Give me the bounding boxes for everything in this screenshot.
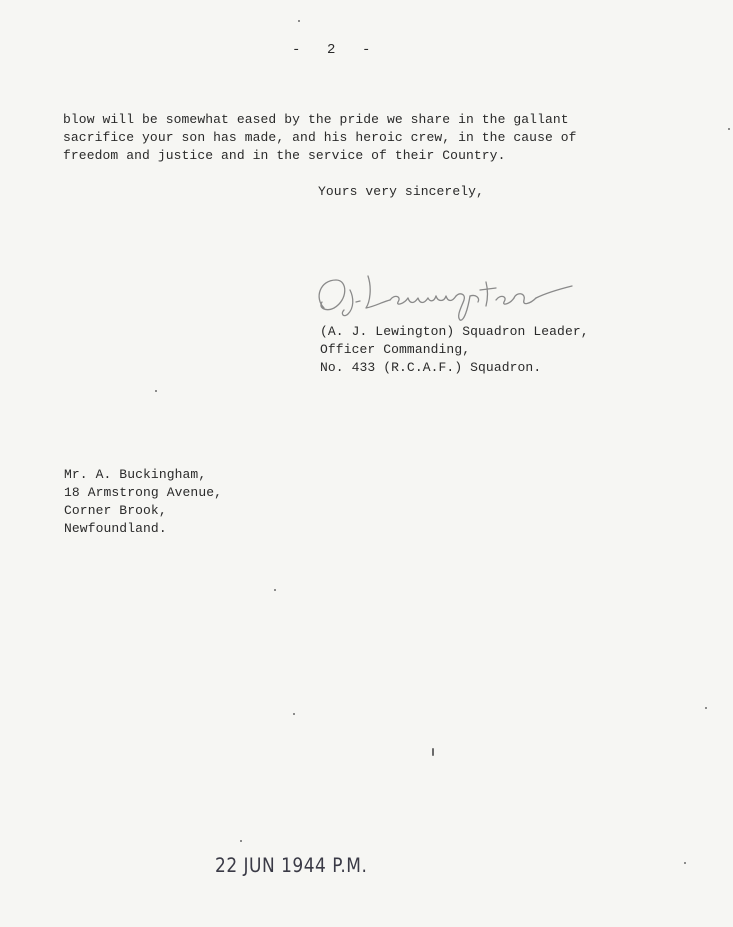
letter-body — [63, 111, 663, 165]
body-line: blow will be somewhat eased by the pride we share in the gallant — [63, 112, 569, 127]
address-line: Newfoundland. — [64, 521, 167, 536]
paper-speck — [432, 748, 434, 756]
paper-speck — [274, 589, 276, 591]
signature-block — [320, 323, 589, 377]
page-number: - 2 - — [292, 42, 371, 58]
signatory-name-line: (A. J. Lewington) Squadron Leader, — [320, 324, 589, 339]
address-line: 18 Armstrong Avenue, — [64, 485, 223, 500]
recipient-address — [64, 466, 222, 538]
closing-salutation: Yours very sincerely, — [318, 184, 484, 199]
handwritten-signature — [310, 268, 590, 328]
paper-speck — [155, 390, 157, 392]
paper-speck — [298, 20, 300, 22]
address-line: Mr. A. Buckingham, — [64, 467, 207, 482]
body-line: sacrifice your son has made, and his heroic crew, in the cause of — [63, 130, 577, 145]
paper-speck — [240, 840, 242, 842]
paper-speck — [728, 128, 730, 130]
body-line: freedom and justice and in the service of their Country. — [63, 148, 506, 163]
paper-speck — [705, 707, 707, 709]
signatory-title-line: Officer Commanding, — [320, 342, 471, 357]
signatory-unit-line: No. 433 (R.C.A.F.) Squadron. — [320, 360, 542, 375]
address-line: Corner Brook, — [64, 503, 167, 518]
paper-speck — [684, 862, 686, 864]
date-stamp: 22 JUN 1944 P.M. — [215, 854, 368, 878]
paper-speck — [293, 713, 295, 715]
